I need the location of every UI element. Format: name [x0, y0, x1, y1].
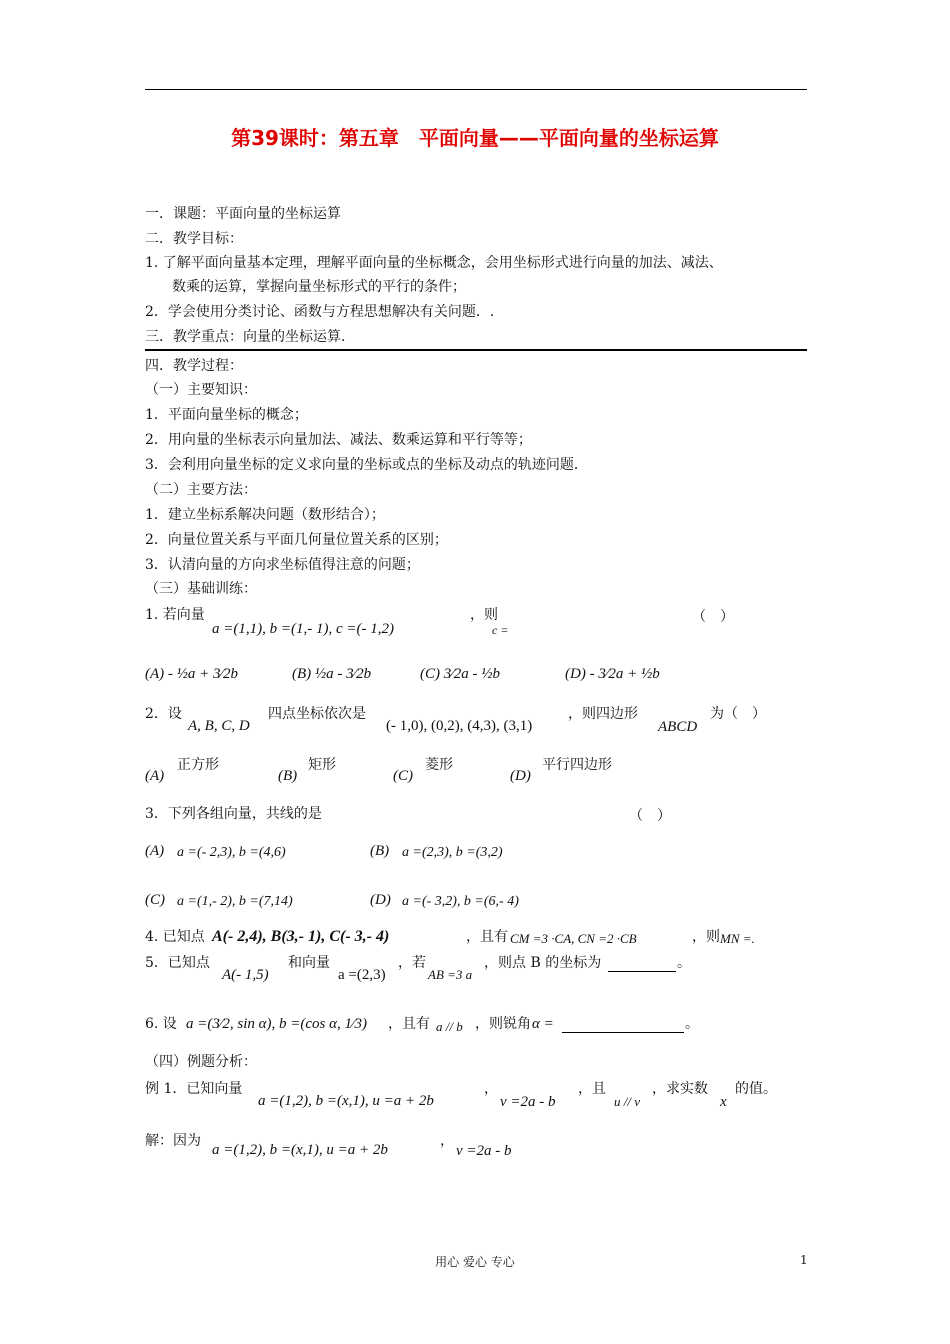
- q1-label: 1. 若向量: [145, 607, 205, 623]
- q3-option-d-text: a =(- 3,2), b =(6,- 4): [402, 894, 519, 909]
- methods-heading: （二）主要方法：: [145, 482, 257, 498]
- q1-c: c =: [492, 623, 509, 637]
- section-goals: 二．教学目标：: [145, 231, 243, 247]
- section-divider: [145, 349, 807, 351]
- page-title: 第39课时：第五章 平面向量——平面向量的坐标运算: [231, 126, 719, 150]
- knowledge-3: 3．会利用向量坐标的定义求向量的坐标或点的坐标及动点的轨迹问题．: [145, 457, 588, 473]
- q3-label: 3．下列各组向量，共线的是: [145, 806, 322, 822]
- q1-option-d: (D) - 3⁄2a + ½b: [565, 666, 660, 682]
- q6-alpha: α =: [532, 1016, 554, 1032]
- examples-heading: （四）例题分析：: [145, 1054, 257, 1070]
- example1-label: 例 1．已知向量: [145, 1081, 243, 1097]
- goal-1b: 数乘的运算，掌握向量坐标形式的平行的条件；: [172, 279, 466, 295]
- q6-end: ，则锐角: [475, 1016, 531, 1032]
- example1-v: v =2a - b: [500, 1094, 556, 1110]
- q5-if: ，若: [398, 955, 426, 971]
- basic-heading: （三）基础训练：: [145, 581, 257, 597]
- q2-option-d-text: 平行四边形: [542, 757, 612, 773]
- q1-option-b: (B) ½a - 3⁄2b: [292, 666, 372, 682]
- q1-vectors: a =(1,1), b =(1,- 1), c =(- 1,2): [212, 621, 394, 637]
- q6-period: 。: [685, 1016, 699, 1032]
- q1-then: ，则: [470, 607, 498, 623]
- q4-mn: MN =.: [720, 931, 755, 946]
- solution-v: v =2a - b: [456, 1143, 512, 1159]
- q2-points: A, B, C, D: [188, 718, 250, 734]
- q5-point: A(- 1,5): [222, 967, 269, 983]
- q2-mid: 四点坐标依次是: [268, 706, 366, 722]
- q2-option-c-text: 菱形: [425, 757, 453, 773]
- page-footer: 用心 爱心 专心: [435, 1255, 515, 1269]
- header-rule: [145, 89, 807, 90]
- example1-parallel: u // v: [614, 1094, 640, 1109]
- q2-option-b-tag: (B): [278, 768, 298, 784]
- q6-mid: ，且有: [388, 1016, 430, 1032]
- q4-then: ，则: [692, 929, 720, 945]
- q3-option-b-text: a =(2,3), b =(3,2): [402, 845, 503, 860]
- example1-end: 的值。: [735, 1081, 777, 1097]
- q5-period: 。: [677, 955, 691, 971]
- q2-option-a-text: 正方形: [177, 757, 219, 773]
- q2-option-d-tag: (D): [510, 768, 531, 784]
- q2-label: 2．设: [145, 706, 182, 722]
- solution-comma: ，: [440, 1133, 454, 1149]
- q6-label: 6. 设: [145, 1016, 177, 1032]
- q6-parallel: a // b: [436, 1019, 463, 1034]
- q3-option-a-tag: (A): [145, 843, 165, 859]
- q2-option-b-text: 矩形: [308, 757, 336, 773]
- example1-x: x: [720, 1094, 727, 1110]
- q2-option-a-tag: (A): [145, 768, 165, 784]
- q3-option-b-tag: (B): [370, 843, 390, 859]
- solution-label: 解：因为: [145, 1133, 201, 1149]
- q3-answer-paren: （ ）: [629, 808, 671, 824]
- q3-option-c-text: a =(1,- 2), b =(7,14): [177, 894, 293, 909]
- q6-vectors: a =(3⁄2, sin α), b =(cos α, 1⁄3): [186, 1016, 367, 1032]
- section-process: 四．教学过程：: [145, 358, 243, 374]
- q4-label: 4. 已知点: [145, 929, 205, 945]
- q1-option-c: (C) 3⁄2a - ½b: [420, 666, 500, 682]
- example1-vectors: a =(1,2), b =(x,1), u =a + 2b: [258, 1093, 434, 1109]
- q5-end: ，则点 B 的坐标为: [484, 955, 602, 971]
- goal-1a: 1. 了解平面向量基本定理，理解平面向量的坐标概念，会用坐标形式进行向量的加法、减法、: [145, 255, 723, 271]
- solution-vectors: a =(1,2), b =(x,1), u =a + 2b: [212, 1142, 388, 1158]
- q3-option-d-tag: (D): [370, 892, 391, 908]
- q3-option-a-text: a =(- 2,3), b =(4,6): [177, 845, 286, 860]
- q2-coords: (- 1,0), (0,2), (4,3), (3,1): [386, 718, 533, 734]
- q5-mid: 和向量: [288, 955, 330, 971]
- section-key-point: 三．教学重点：向量的坐标运算．: [145, 329, 355, 345]
- q5-vector: a =(2,3): [338, 967, 386, 983]
- example1-ask: ，求实数: [652, 1081, 708, 1097]
- knowledge-2: 2．用向量的坐标表示向量加法、减法、数乘运算和平行等等；: [145, 432, 532, 448]
- q5-answer-blank[interactable]: [608, 954, 676, 972]
- q1-answer-paren: （ ）: [692, 609, 734, 625]
- knowledge-heading: （一）主要知识：: [145, 382, 257, 398]
- example1-comma: ，: [484, 1081, 498, 1097]
- page-number: 1: [800, 1253, 808, 1267]
- section-topic: 一．课题：平面向量的坐标运算: [145, 206, 341, 222]
- q2-end: 为（ ）: [710, 706, 766, 722]
- q2-option-c-tag: (C): [393, 768, 413, 784]
- q4-relation: CM =3 ·CA, CN =2 ·CB: [510, 931, 637, 946]
- example1-and: ，且: [578, 1081, 606, 1097]
- q5-label: 5．已知点: [145, 955, 210, 971]
- q6-answer-blank[interactable]: [562, 1015, 684, 1033]
- q2-then: ，则四边形: [568, 706, 638, 722]
- method-2: 2．向量位置关系与平面几何量位置关系的区别；: [145, 532, 448, 548]
- q4-mid: ，且有: [466, 929, 508, 945]
- q5-relation: AB =3 a: [428, 967, 473, 982]
- q4-points: A(- 2,4), B(3,- 1), C(- 3,- 4): [212, 928, 390, 945]
- method-1: 1．建立坐标系解决问题（数形结合）；: [145, 507, 385, 523]
- goal-2: 2．学会使用分类讨论、函数与方程思想解决有关问题．.: [145, 304, 495, 320]
- method-3: 3．认清向量的方向求坐标值得注意的问题；: [145, 557, 420, 573]
- q2-abcd: ABCD: [658, 719, 698, 735]
- knowledge-1: 1．平面向量坐标的概念；: [145, 407, 308, 423]
- q3-option-c-tag: (C): [145, 892, 165, 908]
- q1-option-a: (A) - ½a + 3⁄2b: [145, 666, 239, 682]
